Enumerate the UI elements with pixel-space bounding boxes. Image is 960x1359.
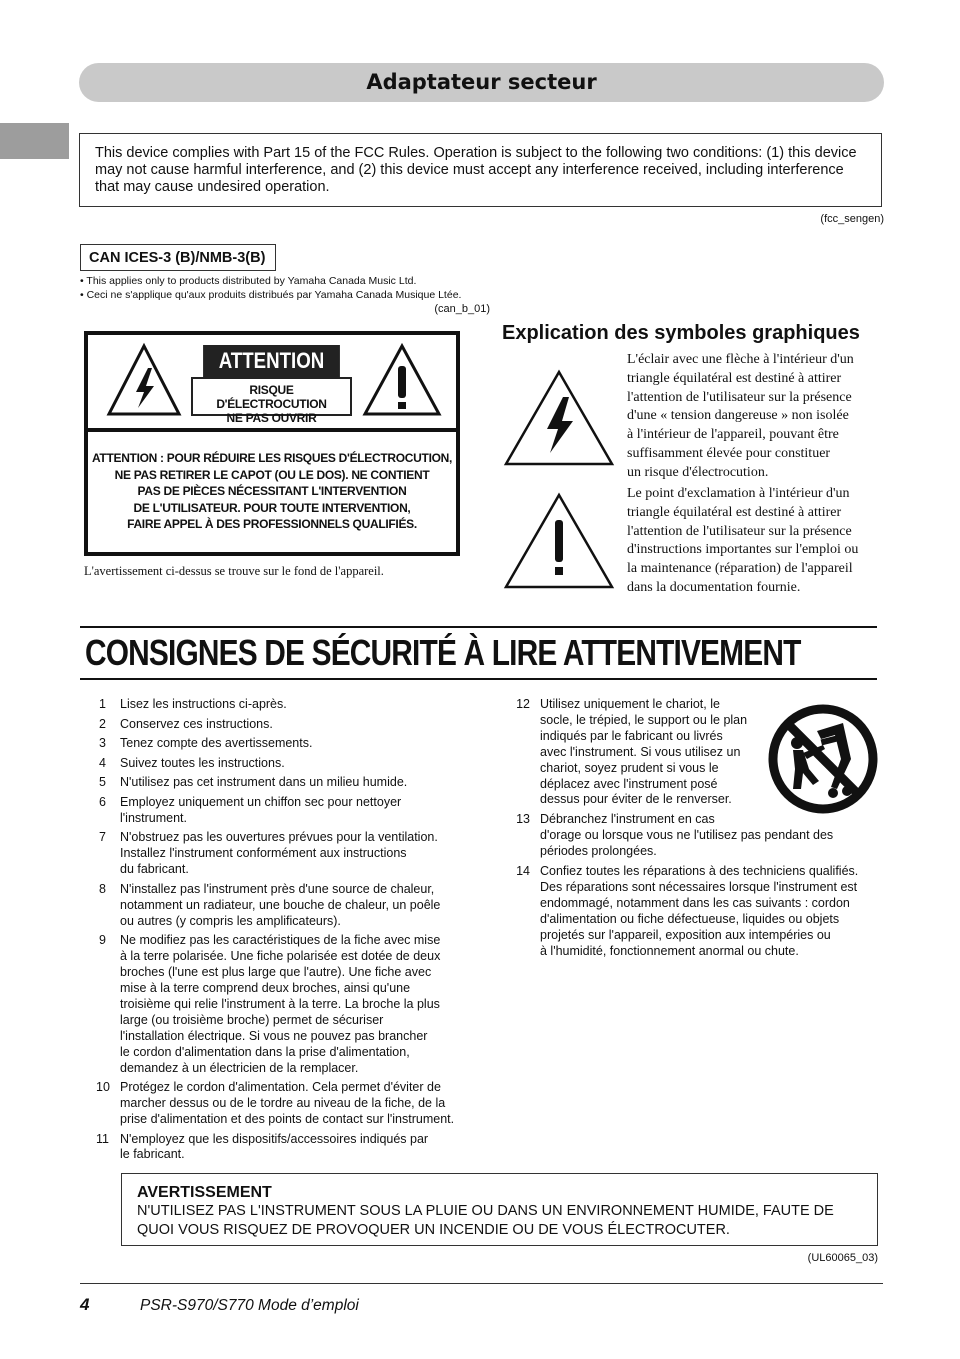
warning-line-1: N'UTILISEZ PAS L'INSTRUMENT SOUS LA PLUIE OU DANS UN ENVIRONNEMENT HUMIDE, FAUTE DE [137, 1203, 834, 1219]
exclamation-line-4: d'instructions importantes sur l'emploi ou [627, 542, 859, 558]
can-note-2: • Ceci ne s'applique qu'aux produits distribués par Yamaha Canada Musique Ltée. [80, 288, 462, 301]
symbols-title: Explication des symboles graphiques [502, 322, 860, 344]
safety-item-line: Ne modifiez pas les caractéristiques de la fiche avec mise [120, 933, 441, 948]
safety-item-line: à l'humidité, fonctionnement anormal ou chute. [540, 943, 799, 958]
safety-item-number: 4 [99, 755, 106, 770]
shock-risk-line-1: RISQUE D'ÉLECTROCUTION [216, 383, 327, 411]
safety-item-line: Débranchez l'instrument en cas [540, 812, 715, 827]
safety-item-number: 2 [99, 716, 106, 731]
safety-title: CONSIGNES DE SÉCURITÉ À LIRE ATTENTIVEMENT [84, 632, 801, 673]
exclamation-triangle-icon [362, 342, 442, 418]
can-notes [80, 275, 490, 317]
safety-item-number: 12 [516, 697, 530, 711]
fcc-notice-text: This device complies with Part 15 of the FCC Rules. Operation is subject to the following two conditions: (1) this device may not cause harmful interference, and (2) this device must accept any interference received, including interference that may cause undesired operation. [95, 145, 857, 195]
manual-title: PSR-S970/S770 Mode d’emploi [140, 1297, 359, 1314]
exclamation-line-5: la maintenance (réparation) de l'appareil [627, 561, 853, 577]
section-header [79, 63, 884, 102]
exclamation-symbol-icon [503, 492, 615, 590]
lightning-line-2: triangle équilatéral est destiné à attirer [627, 370, 842, 386]
safety-item-number: 10 [96, 1080, 110, 1095]
safety-item-line: ou autres (y compris les amplificateurs). [120, 913, 341, 928]
safety-item-line: Des réparations sont nécessaires lorsque l'instrument est [540, 879, 858, 894]
safety-item-line: déplacez avec l'instrument posé [540, 776, 718, 791]
side-tab-marker [0, 123, 69, 159]
safety-item-line: périodes prolongées. [540, 844, 657, 859]
lightning-line-5: à l'intérieur de l'appareil, pouvant être [627, 427, 839, 443]
attention-banner: ATTENTION [203, 345, 340, 377]
caution-label-caption: L'avertissement ci-dessus se trouve sur le fond de l'appareil. [84, 564, 384, 578]
safety-item-line: d'orage ou lorsque vous ne l'utilisez pas pendant des [540, 828, 834, 843]
warning-line-2: QUOI VOUS RISQUEZ DE PROVOQUER UN INCENDIE OU DE VOUS ÉLECTROCUTER. [137, 1222, 730, 1238]
safety-item-number: 7 [99, 830, 106, 845]
caution-line-2: NE PAS RETIRER LE CAPOT (OU LE DOS). NE CONTIENT [114, 467, 430, 482]
exclamation-line-2: triangle équilatéral est destiné à attirer [627, 504, 842, 520]
exclamation-line-1: Le point d'exclamation à l'intérieur d'un [627, 486, 850, 501]
safety-item [96, 1132, 466, 1164]
warning-code: (UL60065_03) [807, 1252, 878, 1264]
safety-item-line: N'obstruez pas les ouvertures prévues pour la ventilation. [120, 830, 438, 845]
cart-tipover-warning-icon [767, 703, 879, 815]
lightning-line-3: l'attention de l'utilisateur sur la présence [627, 389, 852, 405]
safety-item-line: le fabricant. [120, 1147, 185, 1162]
safety-item-number: 11 [96, 1131, 109, 1146]
safety-item-line: demandez à un électricien de la remplacer. [120, 1060, 359, 1075]
warning-box [121, 1173, 878, 1246]
safety-item [96, 1080, 466, 1128]
safety-item-line: projetés sur l'appareil, exposition aux intempéries ou [540, 927, 831, 942]
safety-item [96, 717, 466, 733]
safety-item [96, 882, 466, 930]
caution-label-divider [88, 428, 456, 432]
caution-line-1: ATTENTION : POUR RÉDUIRE LES RISQUES D'ÉLECTROCUTION, [91, 451, 453, 465]
warning-title: AVERTISSEMENT [137, 1184, 272, 1201]
shock-risk-line-2: NE PAS OUVRIR [226, 411, 317, 425]
safety-item-line: prise d'alimentation et des points de contact sur l'instrument. [120, 1111, 455, 1126]
lightning-line-1: L'éclair avec une flèche à l'intérieur d'un [627, 352, 854, 367]
can-ices-label: CAN ICES-3 (B)/NMB-3(B) [80, 244, 276, 271]
safety-item [96, 830, 466, 878]
safety-item-line: Suivez toutes les instructions. [120, 755, 285, 770]
safety-item-line: Lisez les instructions ci-après. [120, 697, 287, 711]
safety-item [515, 864, 880, 959]
safety-item-line: avec l'instrument. Si vous utilisez un [540, 744, 741, 759]
safety-item-number: 9 [99, 933, 106, 948]
safety-item-line: Tenez compte des avertissements. [120, 736, 313, 751]
footer-divider [80, 1283, 883, 1284]
safety-item-line: Employez uniquement un chiffon sec pour nettoyer [120, 794, 402, 809]
safety-item-line: mise à la terre comprend deux broches, ainsi qu'une [120, 981, 411, 995]
exclamation-symbol-text [627, 485, 879, 598]
safety-item-line: marcher dessus ou de le tordre au niveau de la fiche, de la [120, 1096, 446, 1111]
safety-item-number: 14 [516, 864, 530, 879]
safety-item-line: Utilisez uniquement le chariot, le [540, 697, 720, 711]
safety-item-line: l'installation électrique. Si vous ne pouvez pas brancher [120, 1028, 428, 1043]
safety-item-number: 13 [516, 812, 530, 827]
caution-warning-text [90, 450, 454, 533]
safety-item-line: à la terre polarisée. Une fiche polarisée est dotée de deux [120, 949, 441, 964]
lightning-symbol-text [627, 351, 879, 483]
safety-item-line: Conservez ces instructions. [120, 716, 273, 731]
safety-item-line: N'installez pas l'instrument près d'une source de chaleur, [120, 881, 435, 896]
caution-line-4: DE L'UTILISATEUR. POUR TOUTE INTERVENTION, [133, 500, 411, 515]
safety-title-bar [80, 626, 877, 680]
page-number: 4 [80, 1295, 90, 1314]
safety-item-line: du fabricant. [120, 862, 189, 877]
lightning-symbol-icon [503, 369, 615, 467]
safety-list-left [96, 697, 466, 1167]
safety-item [96, 795, 466, 827]
safety-item-line: Confiez toutes les réparations à des techniciens qualifiés. [540, 864, 859, 879]
shock-risk-box [191, 377, 352, 425]
safety-item-line: broches (l'une est plus large que l'autre). Une fiche avec [120, 965, 432, 980]
safety-item [515, 812, 880, 860]
safety-item-number: 6 [99, 794, 106, 809]
safety-item-number: 8 [99, 881, 106, 896]
safety-item-number: 3 [99, 736, 106, 751]
lightning-line-6: suffisamment élevée pour constituer [627, 445, 831, 461]
safety-item [96, 756, 466, 772]
safety-item-line: Protégez le cordon d'alimentation. Cela permet d'éviter de [120, 1080, 441, 1095]
caution-line-3: PAS DE PIÈCES NÉCESSITANT L'INTERVENTION [137, 484, 407, 499]
safety-item [96, 933, 466, 1076]
safety-item-line: chariot, soyez prudent si vous le [540, 760, 719, 775]
can-note-1: • This applies only to products distributed by Yamaha Canada Music Ltd. [80, 275, 417, 287]
lightning-line-4: d'une « tension dangereuse » non isolée [627, 408, 849, 424]
safety-item-line: le cordon d'alimentation dans la prise d'alimentation, [120, 1044, 410, 1059]
safety-item-line: Installez l'instrument conformément aux instructions [120, 846, 407, 861]
safety-item-line: notamment un radiateur, une bouche de chaleur, un poêle [120, 897, 441, 912]
safety-item-line: N'utilisez pas cet instrument dans un milieu humide. [120, 775, 408, 790]
safety-item-line: N'employez que les dispositifs/accessoires indiqués par [120, 1131, 429, 1146]
safety-item-line: troisième qui relie l'instrument à la terre. La broche la plus [120, 996, 440, 1011]
lightning-line-7: un risque d'électrocution. [627, 464, 769, 480]
safety-item-line: dessus pour éviter de le renverser. [540, 792, 732, 807]
section-title: Adaptateur secteur [366, 70, 597, 94]
caution-line-5: FAIRE APPEL À DES PROFESSIONNELS QUALIFIÉS. [127, 517, 417, 532]
fcc-notice-box [79, 133, 882, 207]
safety-item [96, 697, 466, 713]
safety-item-line: large (ou troisième broche) permet de sécuriser [120, 1012, 384, 1027]
safety-item-line: d'alimentation ou fiche défectueuse, liquides ou objets [540, 911, 840, 926]
can-code: (can_b_01) [434, 303, 490, 315]
exclamation-line-6: dans la documentation fournie. [627, 579, 801, 595]
safety-item-number: 5 [99, 775, 106, 790]
safety-item-line: socle, le trépied, le support ou le plan [540, 712, 748, 727]
safety-item-number: 1 [99, 697, 106, 711]
safety-item-line: endommagé, notamment dans les cas suivants : cordon [540, 895, 850, 910]
exclamation-line-3: l'attention de l'utilisateur sur la présence [627, 523, 852, 539]
safety-item [96, 775, 466, 791]
safety-item-line: indiqués par le fabricant ou livrés [540, 728, 723, 743]
safety-item [96, 736, 466, 752]
lightning-triangle-icon [106, 342, 182, 418]
safety-item-line: l'instrument. [120, 810, 187, 825]
fcc-code: (fcc_sengen) [820, 213, 884, 225]
